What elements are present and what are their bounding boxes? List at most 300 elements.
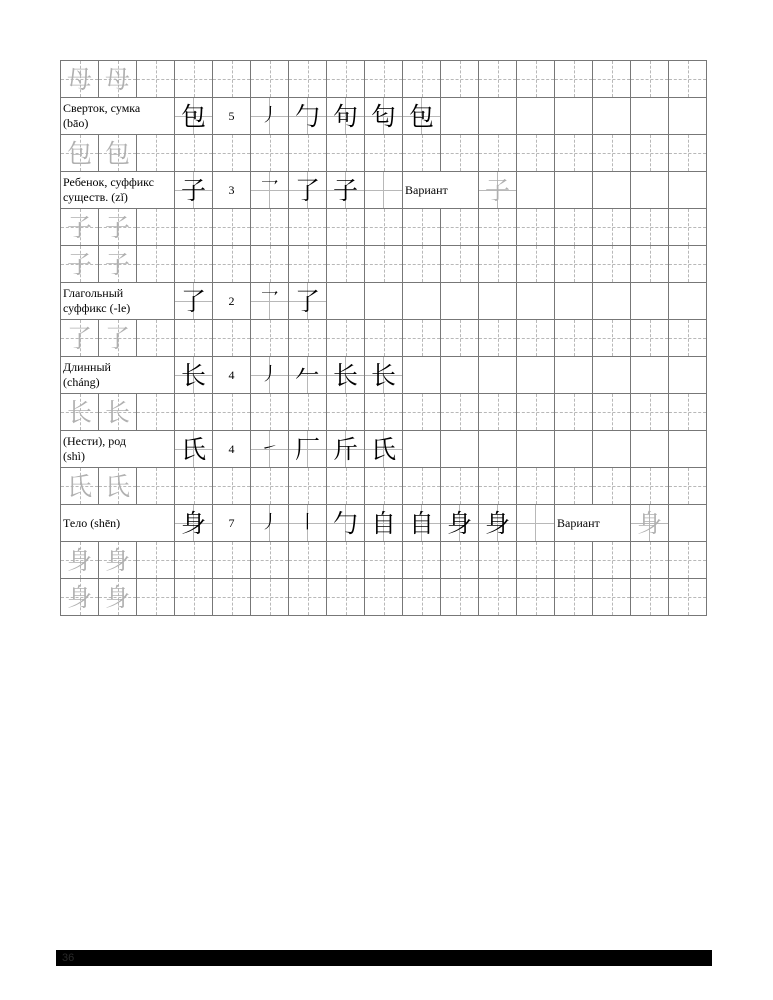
- character-row: [61, 283, 707, 320]
- guide-line-vertical: [346, 61, 347, 97]
- practice-cell: [593, 61, 631, 98]
- guide-line-vertical: [270, 209, 271, 245]
- stroke-step-cell: [365, 505, 403, 542]
- character-row: [61, 98, 707, 135]
- model-character: 乛: [260, 179, 279, 200]
- stroke-step-cell: [327, 172, 365, 209]
- label-line: (cháng): [63, 375, 100, 389]
- guide-line-vertical: [460, 579, 461, 615]
- practice-cell: [213, 135, 251, 172]
- guide-line-vertical: [498, 394, 499, 430]
- guide-line-vertical: [688, 209, 689, 245]
- model-character: 氏: [180, 434, 206, 464]
- practice-cell: [593, 394, 631, 431]
- stroke-step-cell: [631, 505, 669, 542]
- empty-cell: [631, 357, 669, 394]
- practice-cell: [631, 320, 669, 357]
- guide-line-vertical: [384, 579, 385, 615]
- practice-cell: [555, 61, 593, 98]
- guide-line-vertical: [384, 135, 385, 171]
- practice-cell: [555, 468, 593, 505]
- practice-cell: [61, 579, 99, 616]
- label-line: Длинный: [63, 360, 111, 374]
- empty-cell: [403, 357, 441, 394]
- practice-cell: [441, 542, 479, 579]
- guide-line-vertical: [460, 320, 461, 356]
- practice-cell: [631, 246, 669, 283]
- practice-cell: [403, 246, 441, 283]
- guide-line-vertical: [270, 61, 271, 97]
- practice-cell: [175, 246, 213, 283]
- practice-cell: [555, 542, 593, 579]
- stroke-step-cell: [251, 431, 289, 468]
- empty-cell: [631, 283, 669, 320]
- practice-cell: [213, 579, 251, 616]
- guide-line-vertical: [270, 246, 271, 282]
- guide-line-vertical: [650, 579, 651, 615]
- trace-character: 长: [104, 397, 130, 427]
- guide-line-vertical: [536, 394, 537, 430]
- guide-line-vertical: [460, 468, 461, 504]
- practice-cell: [669, 468, 707, 505]
- practice-cell: [213, 209, 251, 246]
- guide-line-vertical: [232, 61, 233, 97]
- model-character: 自: [408, 508, 434, 538]
- practice-cell: [213, 394, 251, 431]
- guide-line-vertical: [536, 135, 537, 171]
- guide-line-vertical: [346, 394, 347, 430]
- stroke-step-cell: [251, 283, 289, 320]
- empty-cell: [631, 431, 669, 468]
- character-row: [61, 505, 707, 542]
- guide-line-vertical: [422, 61, 423, 97]
- practice-cell: [99, 135, 137, 172]
- practice-cell: [175, 542, 213, 579]
- empty-cell: [441, 431, 479, 468]
- trace-character: 子: [484, 175, 510, 205]
- guide-line-vertical: [460, 246, 461, 282]
- practice-cell: [593, 468, 631, 505]
- practice-cell: [251, 394, 289, 431]
- practice-cell: [555, 320, 593, 357]
- empty-cell: [631, 172, 669, 209]
- guide-line-vertical: [308, 579, 309, 615]
- guide-line-vertical: [156, 542, 157, 578]
- trace-character: 子: [104, 249, 130, 279]
- guide-line-vertical: [536, 246, 537, 282]
- stroke-step-cell: [479, 505, 517, 542]
- practice-cell: [479, 468, 517, 505]
- empty-cell: [593, 98, 631, 135]
- model-character: ㇀: [260, 438, 279, 459]
- trace-character: 身: [66, 545, 92, 575]
- practice-cell: [137, 320, 175, 357]
- stroke-step-cell: [289, 357, 327, 394]
- practice-row: [61, 246, 707, 283]
- main-character-cell: [175, 98, 213, 135]
- practice-cell: [669, 394, 707, 431]
- practice-cell: [175, 320, 213, 357]
- guide-line-vertical: [346, 135, 347, 171]
- empty-cell: [479, 283, 517, 320]
- practice-cell: [251, 246, 289, 283]
- practice-cell: [441, 135, 479, 172]
- main-character-cell: [175, 283, 213, 320]
- guide-line-vertical: [270, 394, 271, 430]
- practice-cell: [441, 394, 479, 431]
- model-character: 氏: [370, 434, 396, 464]
- practice-cell: [631, 61, 669, 98]
- guide-line-vertical: [384, 468, 385, 504]
- empty-cell: [479, 98, 517, 135]
- guide-line-vertical: [536, 542, 537, 578]
- guide-line-vertical: [498, 61, 499, 97]
- trace-character: 子: [104, 212, 130, 242]
- guide-line-vertical: [308, 320, 309, 356]
- guide-line-vertical: [688, 542, 689, 578]
- character-row: [61, 357, 707, 394]
- practice-cell: [631, 542, 669, 579]
- guide-line-vertical: [422, 542, 423, 578]
- practice-cell: [99, 320, 137, 357]
- practice-cell: [327, 320, 365, 357]
- practice-cell: [669, 209, 707, 246]
- empty-cell: [593, 283, 631, 320]
- guide-line-vertical: [384, 394, 385, 430]
- stroke-count: 4: [213, 357, 251, 394]
- practice-cell: [669, 542, 707, 579]
- stroke-step-cell: [327, 357, 365, 394]
- variant-label: Вариант: [403, 172, 479, 209]
- empty-cell: [441, 98, 479, 135]
- practice-cell: [555, 135, 593, 172]
- model-character: 了: [180, 286, 206, 316]
- guide-line-vertical: [688, 579, 689, 615]
- model-character: 身: [446, 508, 472, 538]
- guide-line-vertical: [536, 468, 537, 504]
- guide-line-vertical: [650, 320, 651, 356]
- practice-cell: [251, 61, 289, 98]
- guide-line-vertical: [346, 320, 347, 356]
- guide-line-vertical: [612, 209, 613, 245]
- empty-cell: [669, 505, 707, 542]
- practice-cell: [479, 135, 517, 172]
- empty-cell: [555, 357, 593, 394]
- stroke-step-cell: [251, 505, 289, 542]
- guide-line-vertical: [270, 135, 271, 171]
- character-meaning-label: [61, 505, 175, 542]
- guide-line-vertical: [232, 135, 233, 171]
- stroke-count: 5: [213, 98, 251, 135]
- guide-line-vertical: [194, 61, 195, 97]
- practice-cell: [251, 579, 289, 616]
- guide-line-vertical: [194, 320, 195, 356]
- practice-cell: [289, 209, 327, 246]
- practice-cell: [441, 61, 479, 98]
- guide-line-vertical: [422, 579, 423, 615]
- empty-cell: [517, 172, 555, 209]
- practice-cell: [593, 542, 631, 579]
- stroke-count: 2: [213, 283, 251, 320]
- guide-line-vertical: [460, 61, 461, 97]
- practice-cell: [289, 135, 327, 172]
- guide-line-vertical: [536, 209, 537, 245]
- guide-line-vertical: [498, 135, 499, 171]
- stroke-step-cell: [289, 283, 327, 320]
- label-line: существ. (zǐ): [63, 190, 128, 204]
- guide-line-vertical: [650, 135, 651, 171]
- guide-line-vertical: [422, 394, 423, 430]
- footer-bar: [56, 950, 712, 966]
- model-character: 包: [180, 101, 206, 131]
- guide-line-vertical: [574, 542, 575, 578]
- stroke-step-cell: [365, 98, 403, 135]
- practice-cell: [403, 542, 441, 579]
- empty-cell: [555, 172, 593, 209]
- model-character: 身: [484, 508, 510, 538]
- stroke-count: 3: [213, 172, 251, 209]
- guide-line-vertical: [422, 209, 423, 245]
- practice-cell: [365, 135, 403, 172]
- stroke-step-cell: [251, 357, 289, 394]
- stroke-step-cell: [289, 505, 327, 542]
- character-meaning-label: [61, 431, 175, 468]
- guide-line-vertical: [384, 320, 385, 356]
- guide-line-vertical: [384, 61, 385, 97]
- practice-row: [61, 542, 707, 579]
- practice-cell: [99, 246, 137, 283]
- guide-line-vertical: [688, 246, 689, 282]
- trace-character: 身: [104, 582, 130, 612]
- guide-line-vertical: [688, 468, 689, 504]
- guide-line-vertical: [650, 542, 651, 578]
- guide-line-vertical: [422, 246, 423, 282]
- practice-cell: [555, 246, 593, 283]
- practice-cell: [327, 468, 365, 505]
- label-line: Тело (shēn): [63, 515, 121, 530]
- practice-cell: [137, 468, 175, 505]
- stroke-step-cell: [403, 505, 441, 542]
- model-character: 𠂉: [294, 360, 320, 390]
- guide-line-vertical: [536, 320, 537, 356]
- practice-cell: [479, 209, 517, 246]
- practice-cell: [251, 542, 289, 579]
- character-meaning-label: [61, 357, 175, 394]
- model-character: 长: [180, 360, 206, 390]
- practice-cell: [137, 61, 175, 98]
- practice-cell: [479, 542, 517, 579]
- page-number: 36: [62, 952, 75, 964]
- practice-cell: [61, 394, 99, 431]
- practice-cell: [517, 135, 555, 172]
- empty-cell: [555, 283, 593, 320]
- practice-cell: [327, 61, 365, 98]
- model-character: 勹: [332, 508, 358, 538]
- trace-character: 了: [66, 323, 92, 353]
- stroke-step-cell: [289, 98, 327, 135]
- practice-cell: [403, 394, 441, 431]
- guide-line-vertical: [156, 320, 157, 356]
- practice-cell: [175, 468, 213, 505]
- practice-cell: [99, 579, 137, 616]
- guide-line-vertical: [346, 209, 347, 245]
- practice-cell: [441, 579, 479, 616]
- practice-cell: [99, 61, 137, 98]
- guide-line-vertical: [194, 542, 195, 578]
- practice-cell: [137, 394, 175, 431]
- model-character: 子: [180, 175, 206, 205]
- guide-line-vertical: [498, 579, 499, 615]
- practice-cell: [175, 394, 213, 431]
- guide-line-vertical: [574, 61, 575, 97]
- empty-cell: [669, 431, 707, 468]
- empty-cell: [517, 357, 555, 394]
- practice-cell: [365, 320, 403, 357]
- practice-cell: [631, 579, 669, 616]
- guide-line-vertical: [156, 246, 157, 282]
- practice-cell: [327, 542, 365, 579]
- stroke-step-cell: [365, 172, 403, 209]
- practice-cell: [213, 542, 251, 579]
- practice-cell: [251, 135, 289, 172]
- label-line: (bāo): [63, 116, 89, 130]
- guide-line-vertical: [612, 579, 613, 615]
- empty-cell: [403, 283, 441, 320]
- trace-character: 母: [66, 64, 92, 94]
- guide-line-vertical: [232, 579, 233, 615]
- practice-cell: [137, 135, 175, 172]
- main-character-cell: [175, 431, 213, 468]
- empty-cell: [517, 283, 555, 320]
- practice-cell: [61, 209, 99, 246]
- guide-line-vertical: [194, 246, 195, 282]
- practice-cell: [517, 394, 555, 431]
- practice-cell: [61, 468, 99, 505]
- practice-cell: [251, 468, 289, 505]
- practice-cell: [479, 61, 517, 98]
- guide-line-vertical: [156, 468, 157, 504]
- trace-character: 子: [66, 212, 92, 242]
- practice-cell: [631, 468, 669, 505]
- model-character: 了: [294, 286, 320, 316]
- practice-cell: [669, 579, 707, 616]
- practice-cell: [327, 209, 365, 246]
- practice-cell: [137, 209, 175, 246]
- guide-line-vertical: [460, 209, 461, 245]
- guide-line-vertical: [308, 246, 309, 282]
- practice-grid: [60, 60, 707, 616]
- guide-line-vertical: [308, 542, 309, 578]
- guide-line-vertical: [308, 209, 309, 245]
- model-character: 乛: [260, 290, 279, 311]
- stroke-step-cell: [517, 505, 555, 542]
- practice-cell: [669, 61, 707, 98]
- practice-cell: [61, 135, 99, 172]
- practice-cell: [631, 135, 669, 172]
- practice-cell: [441, 468, 479, 505]
- practice-cell: [137, 542, 175, 579]
- stroke-step-cell: [365, 431, 403, 468]
- practice-cell: [175, 135, 213, 172]
- stroke-step-cell: [327, 505, 365, 542]
- guide-line-vertical: [232, 394, 233, 430]
- empty-cell: [555, 98, 593, 135]
- trace-character: 身: [104, 545, 130, 575]
- practice-cell: [441, 246, 479, 283]
- practice-cell: [61, 246, 99, 283]
- model-character: 勹: [294, 101, 320, 131]
- practice-cell: [593, 209, 631, 246]
- practice-cell: [289, 542, 327, 579]
- practice-cell: [137, 246, 175, 283]
- practice-cell: [213, 246, 251, 283]
- practice-cell: [403, 468, 441, 505]
- stroke-step-cell: [403, 98, 441, 135]
- practice-cell: [289, 468, 327, 505]
- model-character: 子: [332, 175, 358, 205]
- guide-line-vertical: [650, 61, 651, 97]
- model-character: 包: [408, 101, 434, 131]
- trace-character: 身: [66, 582, 92, 612]
- practice-cell: [479, 320, 517, 357]
- guide-line-vertical: [498, 542, 499, 578]
- trace-character: 长: [66, 397, 92, 427]
- practice-row: [61, 135, 707, 172]
- practice-cell: [289, 246, 327, 283]
- guide-line-vertical: [384, 542, 385, 578]
- stroke-step-cell: [365, 357, 403, 394]
- practice-cell: [327, 579, 365, 616]
- guide-line-vertical: [612, 246, 613, 282]
- guide-line-vertical: [650, 394, 651, 430]
- model-character: 匂: [370, 101, 396, 131]
- guide-line-vertical: [422, 135, 423, 171]
- practice-row: [61, 394, 707, 431]
- guide-line-vertical: [194, 468, 195, 504]
- model-character: 身: [180, 508, 206, 538]
- practice-cell: [631, 209, 669, 246]
- empty-cell: [441, 357, 479, 394]
- practice-cell: [593, 135, 631, 172]
- practice-cell: [99, 394, 137, 431]
- practice-cell: [403, 320, 441, 357]
- guide-line-vertical: [308, 61, 309, 97]
- guide-line-vertical: [422, 468, 423, 504]
- trace-character: 包: [66, 138, 92, 168]
- practice-cell: [403, 579, 441, 616]
- model-character: 斤: [332, 434, 358, 464]
- guide-line-vertical: [650, 468, 651, 504]
- trace-character: 身: [636, 508, 662, 538]
- guide-line-vertical: [194, 209, 195, 245]
- guide-line-vertical: [574, 468, 575, 504]
- stroke-step-cell: [289, 431, 327, 468]
- practice-cell: [61, 320, 99, 357]
- practice-cell: [365, 542, 403, 579]
- guide-line-vertical: [612, 468, 613, 504]
- guide-line-vertical: [232, 246, 233, 282]
- empty-cell: [669, 98, 707, 135]
- guide-line-vertical: [308, 135, 309, 171]
- practice-cell: [593, 246, 631, 283]
- guide-line-vertical: [308, 468, 309, 504]
- practice-cell: [669, 135, 707, 172]
- practice-cell: [555, 579, 593, 616]
- practice-cell: [441, 209, 479, 246]
- practice-cell: [327, 394, 365, 431]
- empty-cell: [365, 283, 403, 320]
- guide-line-vertical: [384, 209, 385, 245]
